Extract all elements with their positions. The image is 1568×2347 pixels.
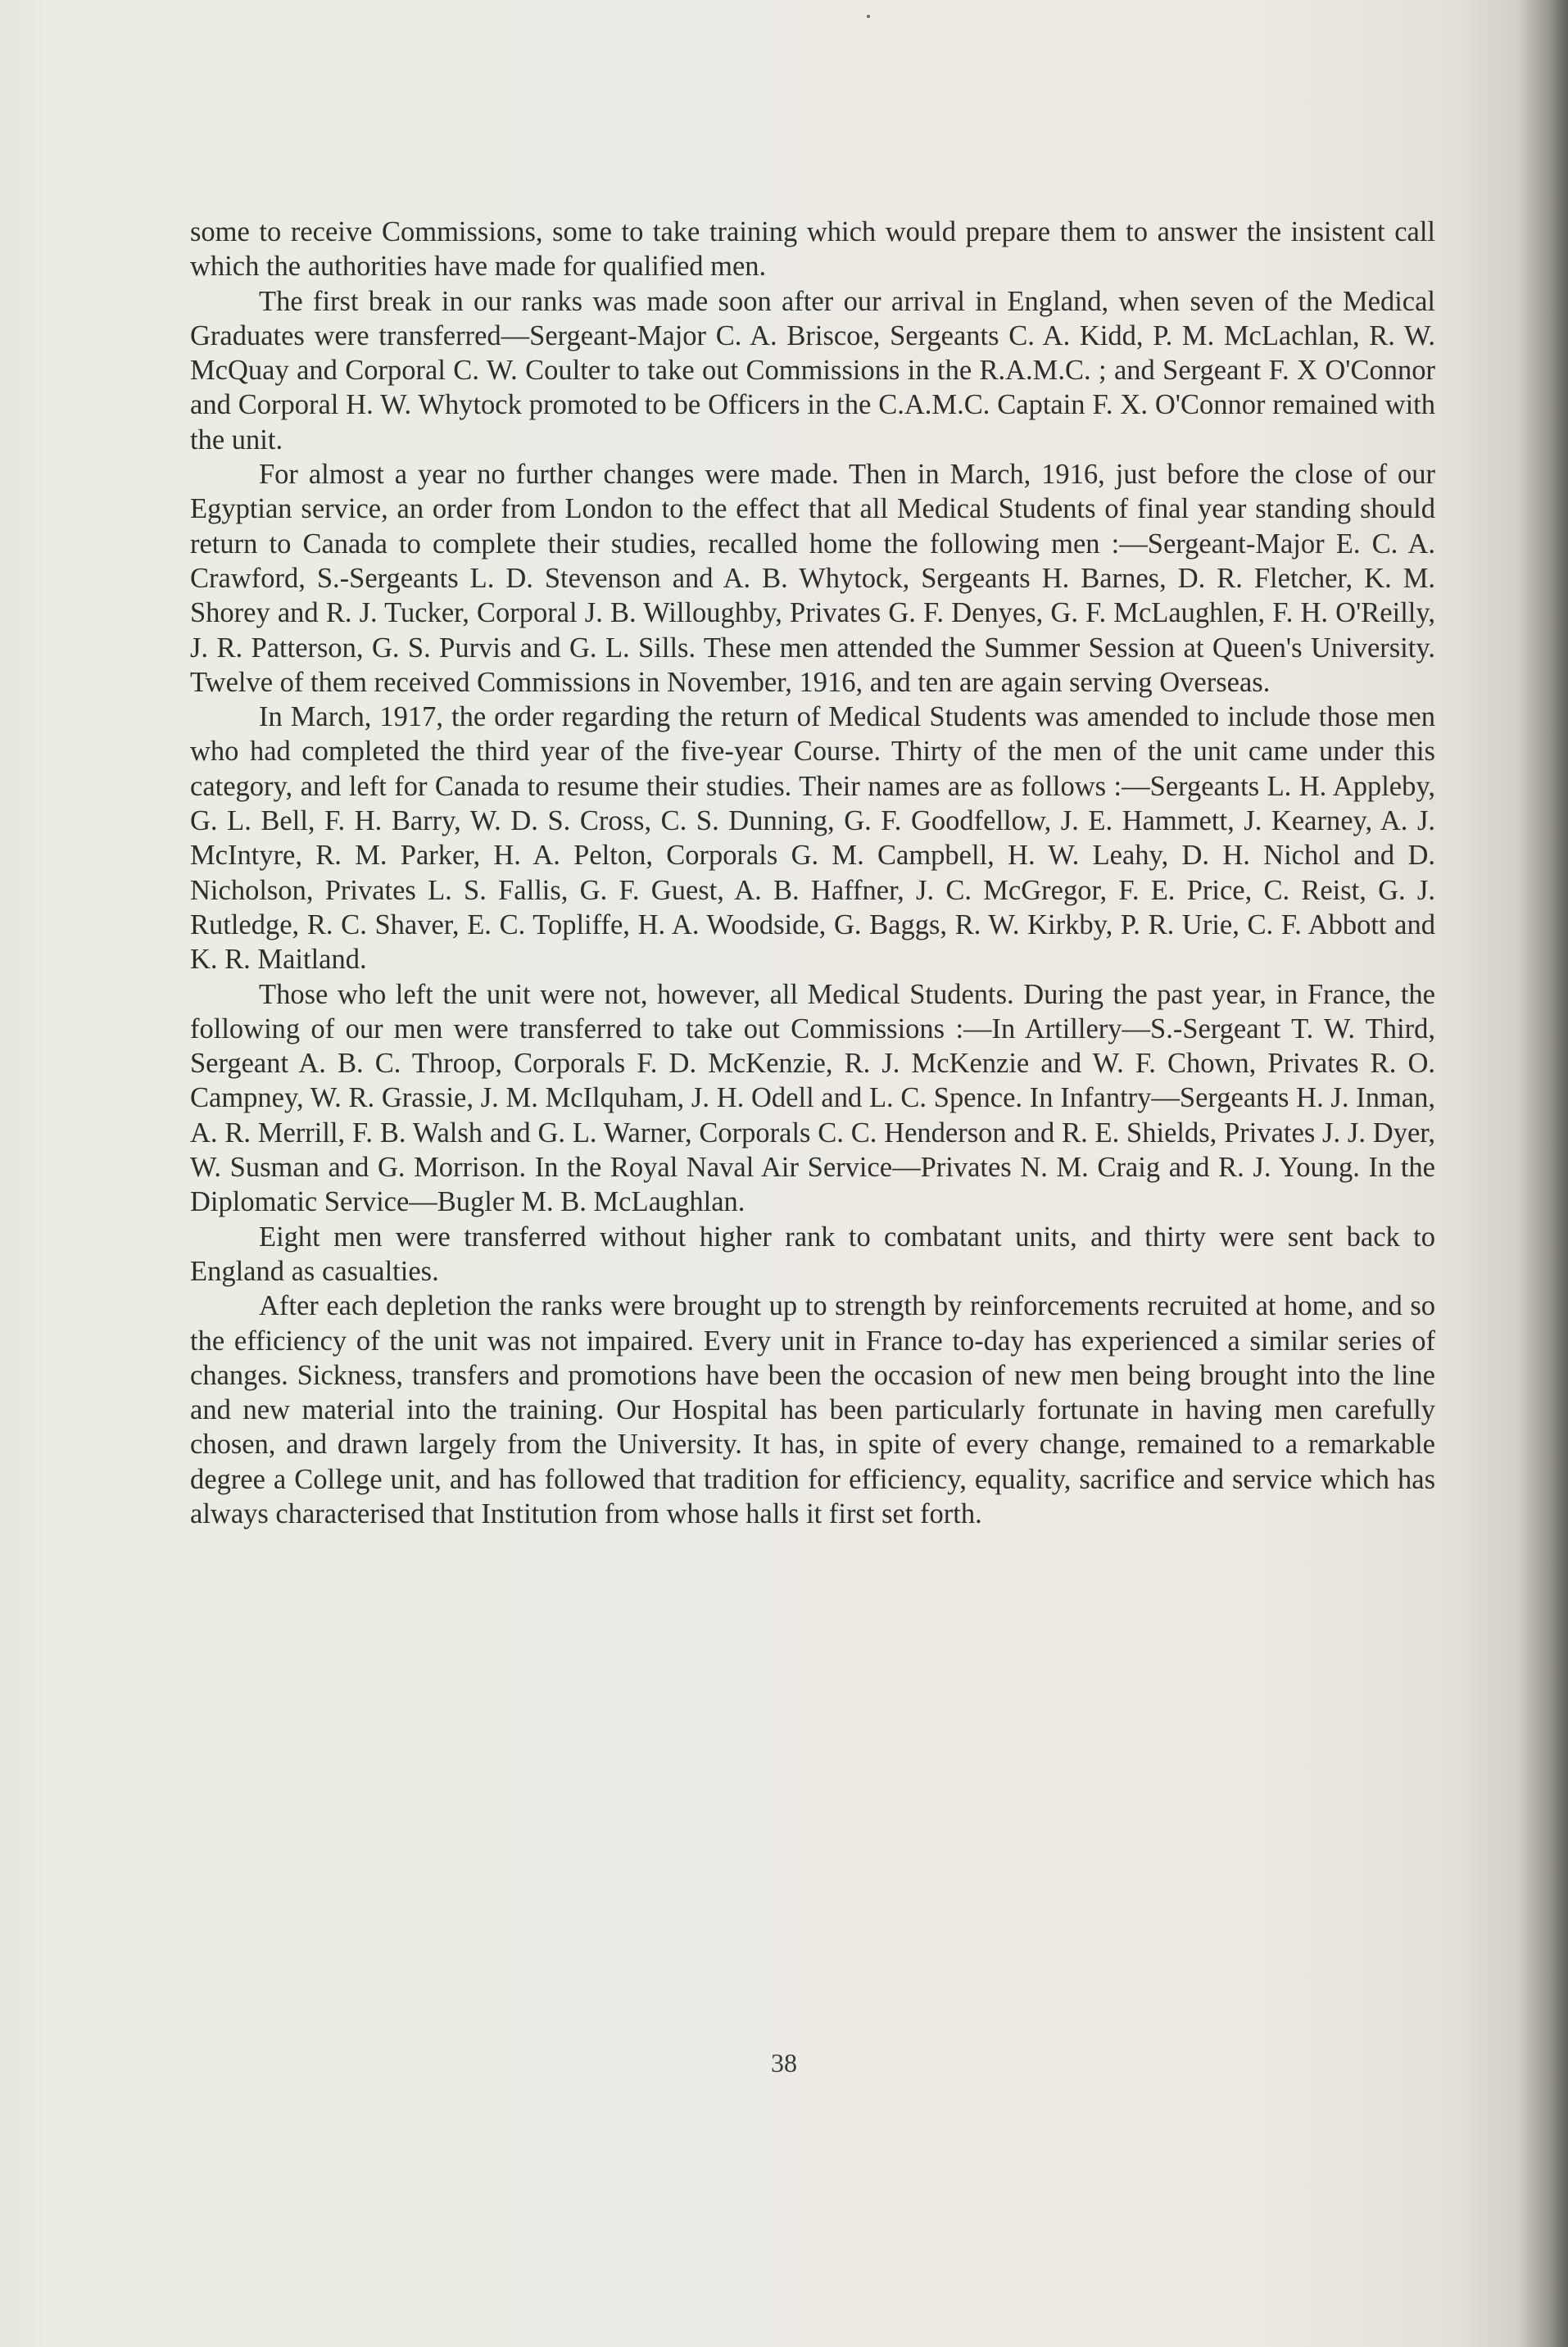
paragraph-march-1917: In March, 1917, the order regarding the return of Medical Students was amended to include those men who had completed the third year of the five-year Course. Thirty of the men of the unit came under this category, and left for Canada to resume their studies. Their names are as follows :—Sergeants L. H. Appleby, G. L. Bell, F. H. Barry, W. D. S. Cross, C. S. Dunning, G. F. Goodfellow, J. E. Hammett, J. Kearney, A. J. McIntyre, R. M. Parker, H. A. Pelton, Corporals G. M. Campbell, H. W. Leahy, D. H. Nichol and D. Nicholson, Privates L. S. Fallis, G. F. Guest, A. B. Haffner, J. C. McGregor, F. E. Price, C. Reist, G. J. Rutledge, R. C. Shaver, E. C. Topliffe, H. A. Woodside, G. Baggs, R. W. Kirkby, P. R. Urie, C. F. Abbott and K. R. Maitland. — [190, 701, 1435, 976]
page-number: 38 — [771, 2048, 797, 2077]
paragraph-combatant-units: Eight men were transferred without higher rank to combatant units, and thirty were sent back to England as casualties. — [190, 1221, 1435, 1287]
paragraph-first-break: The first break in our ranks was made soon after our arrival in England, when seven of the Medical Graduates were transferred—Sergeant-Major C. A. Briscoe, Sergeants C. A. Kidd, P. M. McLachlan, R. W. McQuay and Corporal C. W. Coulter to take out Commissions in the R.A.M.C. ; and Sergeant F. X O'Connor and Corporal H. W. Whytock promoted to be Officers in the C.A.M.C. Captain F. X. O'Connor remained with the unit. — [190, 285, 1435, 455]
paragraph-egyptian-service: For almost a year no further changes were made. Then in March, 1916, just before the close of our Egyptian service, an order from London to the effect that all Medical Students of final year standing should return to Canada to complete their studies, recalled home the following men :—Sergeant-Major E. C. A. Crawford, S.-Sergeants L. D. Stevenson and A. B. Whytock, Sergeants H. Barnes, D. R. Fletcher, K. M. Shorey and R. J. Tucker, Corporal J. B. Willoughby, Privates G. F. Denyes, G. F. McLaughlen, F. H. O'Reilly, J. R. Patterson, G. S. Purvis and G. L. Sills. These men attended the Summer Session at Queen's University. Twelve of them received Commissions in November, 1916, and ten are again serving Overseas. — [190, 459, 1435, 698]
paragraph-continuation: some to receive Commissions, some to take training which would prepare them to answer the insistent call which the authorities have made for qualified men. — [190, 216, 1435, 283]
paragraph-reinforcements: After each depletion the ranks were brought up to strength by reinforcements recruited at home, and so the efficiency of the unit was not impaired. Every unit in France to-day has experienced a similar series of changes. Sickness, transfers and promotions have been the occasion of new men being brought into the line and new material into the training. Our Hospital has been particularly fortunate in having men carefully chosen, and drawn largely from the University. It has, in spite of every change, remained to a remarkable degree a College unit, and has followed that tradition for efficiency, equality, sacrifice and service which has always characterised that Institution from whose halls it first set forth. — [190, 1290, 1435, 1529]
paragraph-commissions-france: Those who left the unit were not, however, all Medical Students. During the past year, in France, the following of our men were transferred to take out Commissions :—In Artillery—S.-Sergeant T. W. Third, Sergeant A. B. C. Throop, Corporals F. D. McKenzie, R. J. McKenzie and W. F. Chown, Privates R. O. Campney, W. R. Grassie, J. M. McIlquham, J. H. Odell and L. C. Spence. In Infantry—Sergeants H. J. Inman, A. R. Merrill, F. B. Walsh and G. L. Warner, Corporals C. C. Henderson and R. E. Shields, Privates J. J. Dyer, W. Susman and G. Morrison. In the Royal Naval Air Service—Privates N. M. Craig and R. J. Young. In the Diplomatic Service—Bugler M. B. McLaughlan. — [190, 978, 1435, 1218]
body-text — [190, 215, 1435, 1531]
print-speck — [867, 15, 870, 18]
page-edge-shadow — [1519, 0, 1568, 2347]
